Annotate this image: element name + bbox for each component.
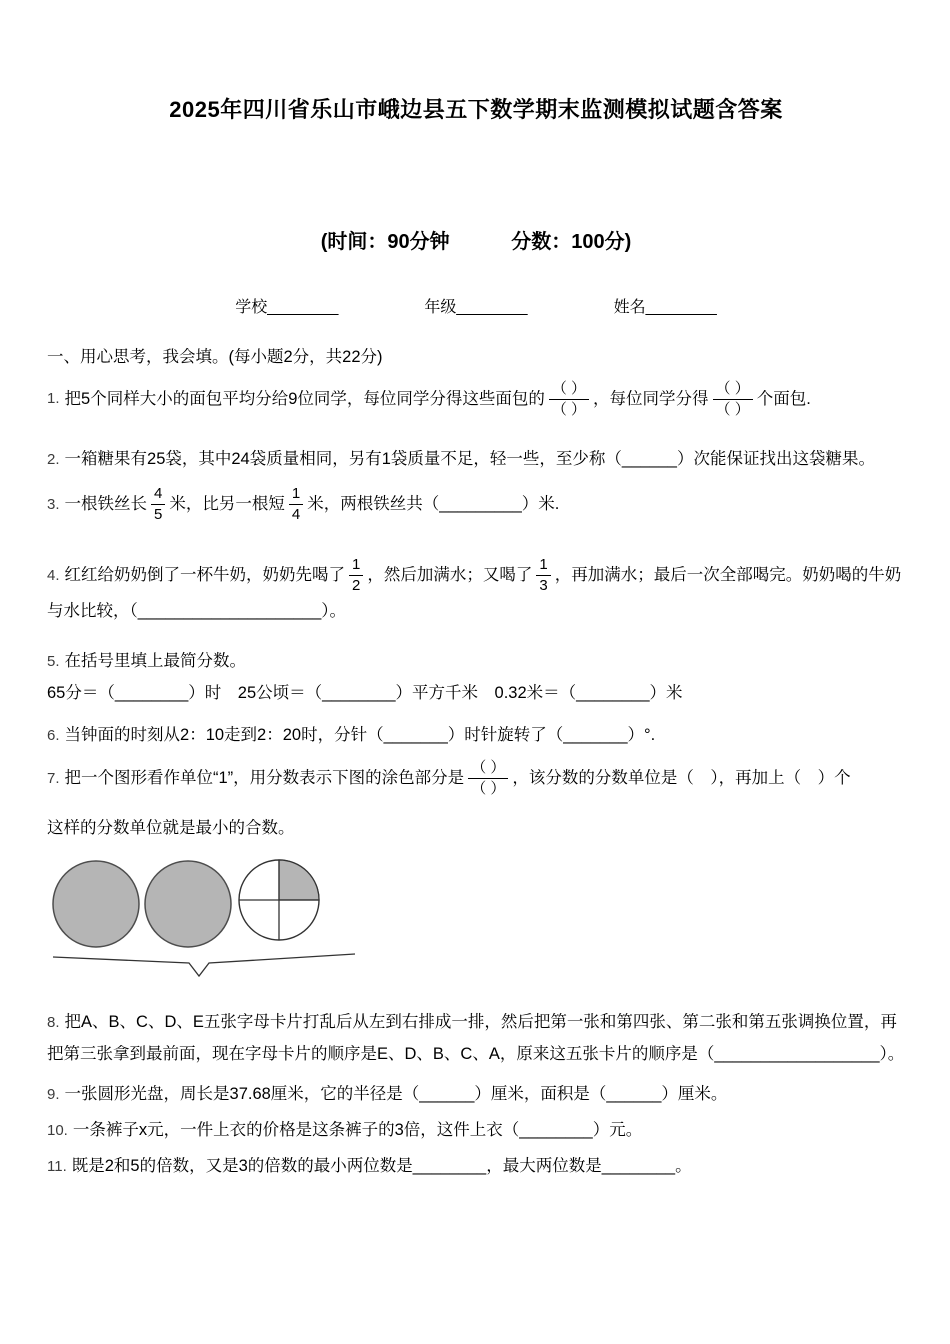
question-1-number: 1. bbox=[47, 390, 60, 408]
question-7-text-line2: 这样的分数单位就是最小的合数。 bbox=[47, 819, 295, 838]
fraction-numerator: 4 bbox=[151, 485, 165, 505]
fraction-numerator: 1 bbox=[349, 556, 363, 576]
question-1-text: 个面包. bbox=[756, 389, 811, 408]
school-blank: 学校________ bbox=[235, 298, 339, 316]
question-6-text: 当钟面的时刻从2：10走到2：20时，分针（_______）时针旋转了（_______）°. bbox=[64, 726, 656, 745]
question-8 bbox=[47, 1006, 905, 1070]
question-2-number: 2. bbox=[47, 450, 60, 468]
fraction bbox=[151, 485, 165, 524]
question-4 bbox=[47, 556, 905, 627]
question-6 bbox=[47, 719, 905, 751]
fraction-denominator: （ ） bbox=[551, 400, 587, 418]
fraction-numerator: （ ） bbox=[713, 380, 753, 400]
question-7-number: 7. bbox=[47, 770, 60, 788]
question-3-text: 一根铁丝长 bbox=[64, 494, 148, 513]
question-6-number: 6. bbox=[47, 727, 60, 745]
section-1-heading: 一、用心思考，我会填。(每小题2分，共22分) bbox=[47, 347, 383, 366]
question-5-number: 5. bbox=[47, 652, 60, 670]
question-9 bbox=[47, 1078, 905, 1110]
shaded-circles-figure bbox=[49, 857, 361, 985]
question-3-text: 米，两根铁丝共（_________）米. bbox=[307, 494, 560, 513]
question-9-number: 9. bbox=[47, 1085, 60, 1103]
fraction-numerator: 1 bbox=[536, 556, 550, 576]
question-1-text: 把5个同样大小的面包平均分给9位同学，每位同学分得这些面包的 bbox=[64, 389, 545, 408]
fraction-denominator: 2 bbox=[352, 576, 361, 594]
question-4-number: 4. bbox=[47, 566, 60, 584]
page-title: 2025年四川省乐山市峨边县五下数学期末监测模拟试题含答案 bbox=[169, 97, 783, 122]
question-7-text: 把一个图形看作单位“1”，用分数表示下图的涂色部分是 bbox=[64, 769, 465, 788]
fraction-blank bbox=[549, 380, 589, 419]
question-5-text: 在括号里填上最简分数。 bbox=[64, 651, 247, 670]
time-label: (时间：90分钟 bbox=[320, 230, 450, 253]
question-5-conversions: 65分＝（________）时 25公顷＝（________）平方千米 0.32米＝（________）米 bbox=[47, 684, 683, 703]
question-8-text-line2: 把第三张拿到最前面，现在字母卡片的顺序是E、D、B、C、A，原来这五张卡片的顺序是（__________________）。 bbox=[47, 1044, 905, 1063]
shaded-quarter bbox=[279, 860, 319, 900]
fraction-denominator: （ ） bbox=[471, 780, 506, 798]
question-8-number: 8. bbox=[47, 1013, 60, 1031]
question-5 bbox=[47, 645, 905, 709]
question-10-number: 10. bbox=[47, 1122, 68, 1140]
question-2-text: 一箱糖果有25袋，其中24袋质量相同，另有1袋质量不足，轻一些，至少称（______）次能保证找出这袋糖果。 bbox=[64, 449, 875, 468]
question-4-text: ，然后加满水；又喝了 bbox=[367, 565, 533, 584]
question-3-number: 3. bbox=[47, 495, 60, 513]
question-7 bbox=[47, 759, 905, 844]
question-4-text-line2: 与水比较，（____________________）。 bbox=[47, 601, 347, 620]
question-3-text: 米，比另一根短 bbox=[169, 494, 285, 513]
fraction-denominator: 4 bbox=[291, 505, 301, 523]
fraction bbox=[289, 485, 303, 524]
question-10-text: 一条裤子x元，一件上衣的价格是这条裤子的3倍，这件上衣（________）元。 bbox=[72, 1121, 643, 1140]
question-1-text: ，每位同学分得 bbox=[593, 389, 709, 408]
question-2 bbox=[47, 443, 905, 475]
fraction-denominator: 3 bbox=[539, 576, 548, 594]
student-info-line bbox=[47, 294, 905, 317]
fraction-denominator: （ ） bbox=[715, 400, 750, 418]
name-blank: 姓名________ bbox=[613, 298, 717, 316]
question-8-text: 把A、B、C、D、E五张字母卡片打乱后从左到右排成一排，然后把第一张和第四张、第二张和第五张调换位置，再 bbox=[64, 1012, 897, 1031]
shaded-circle-1 bbox=[53, 861, 139, 947]
question-10 bbox=[47, 1114, 905, 1146]
question-9-text: 一张圆形光盘，周长是37.68厘米，它的半径是（______）厘米，面积是（______）厘米。 bbox=[64, 1084, 728, 1103]
question-11-number: 11. bbox=[47, 1158, 67, 1176]
grade-blank: 年级________ bbox=[424, 298, 528, 316]
question-4-text: ，再加满水；最后一次全部喝完。奶奶喝的牛奶 bbox=[554, 565, 902, 584]
fraction-numerator: 1 bbox=[289, 485, 303, 505]
question-4-text: 红红给奶奶倒了一杯牛奶，奶奶先喝了 bbox=[64, 565, 346, 584]
fraction-numerator: （ ） bbox=[468, 759, 508, 779]
shaded-circle-2 bbox=[145, 861, 231, 947]
fraction-blank bbox=[713, 380, 753, 419]
exam-meta bbox=[47, 225, 905, 254]
fraction bbox=[349, 556, 363, 595]
underbrace bbox=[53, 954, 355, 976]
fraction-denominator: 5 bbox=[154, 505, 163, 523]
question-7-text: ，该分数的分数单位是（ ），再加上（ ）个 bbox=[512, 769, 851, 788]
fraction-numerator: （ ） bbox=[549, 380, 589, 400]
question-1 bbox=[47, 380, 905, 419]
score-label: 分数：100分) bbox=[511, 230, 632, 253]
question-7-figure bbox=[49, 857, 905, 990]
question-11 bbox=[47, 1150, 905, 1182]
question-11-text: 既是2和5的倍数，又是3的倍数的最小两位数是________，最大两位数是________。 bbox=[71, 1157, 692, 1176]
fraction-blank bbox=[468, 759, 508, 798]
question-3 bbox=[47, 485, 905, 524]
fraction bbox=[536, 556, 550, 595]
